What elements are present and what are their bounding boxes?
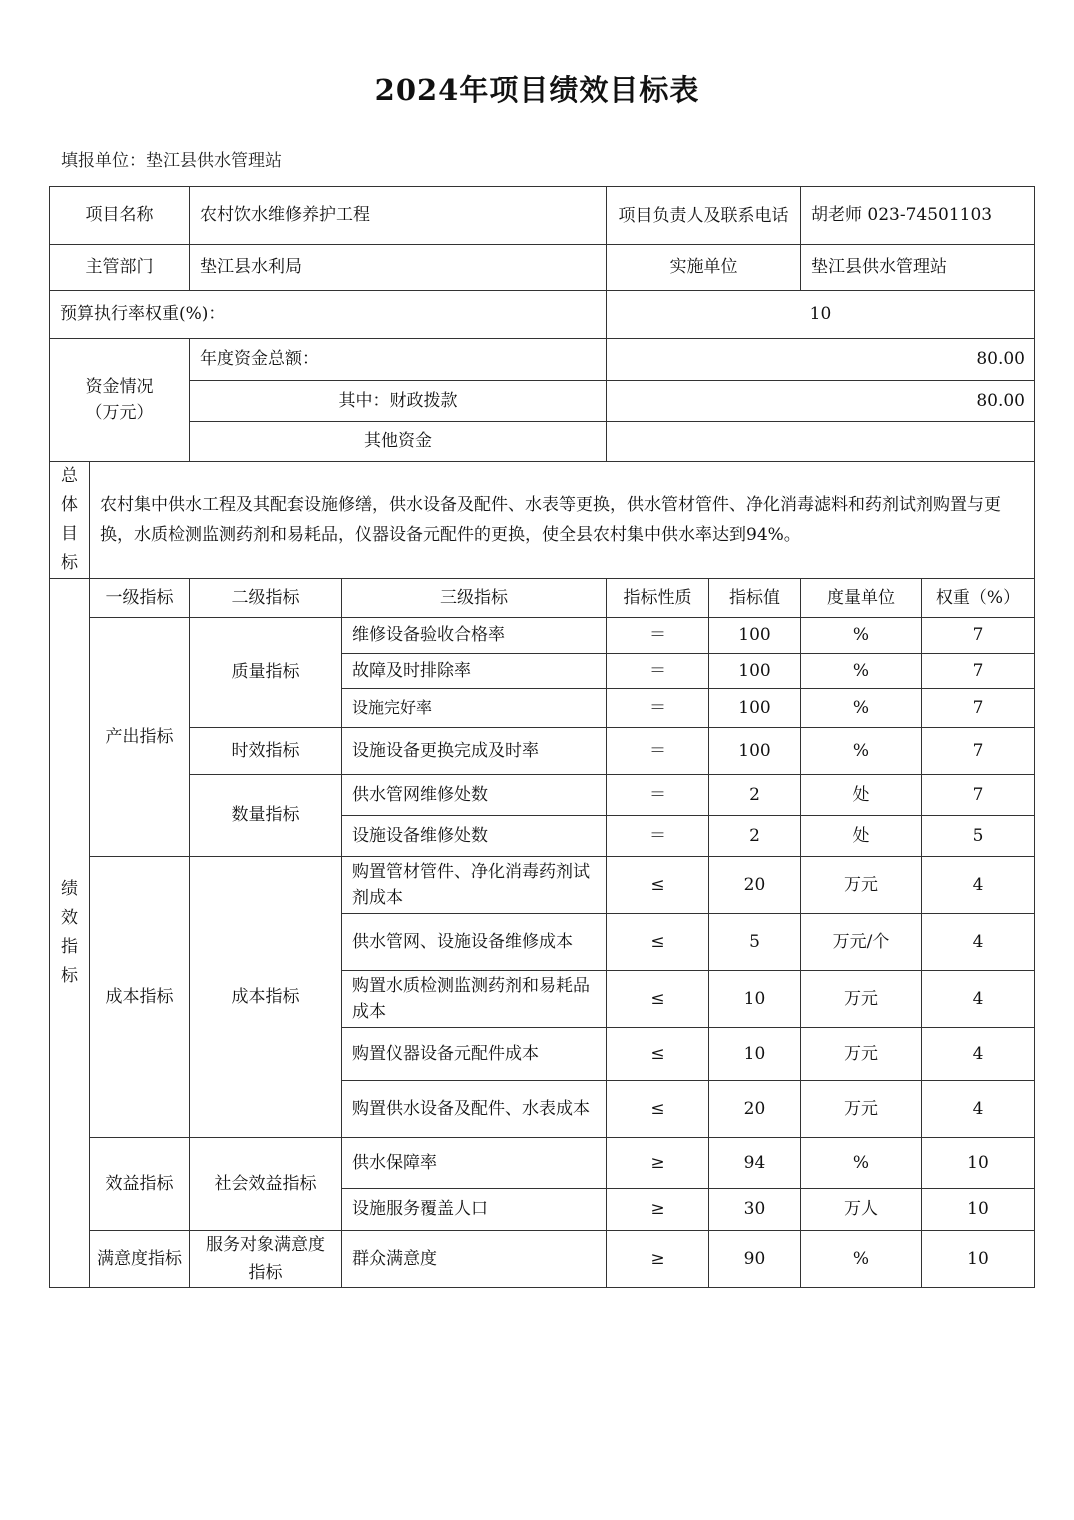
op: ≥ — [607, 1138, 709, 1189]
table-row — [50, 1231, 1035, 1288]
unit: 万元 — [801, 1081, 922, 1138]
project-name-label: 项目名称 — [50, 187, 190, 245]
header-l3: 三级指标 — [342, 579, 607, 618]
op: ≤ — [607, 914, 709, 971]
l2-quantity: 数量指标 — [190, 775, 342, 857]
header-value: 指标值 — [709, 579, 801, 618]
l3-name: 维修设备验收合格率 — [342, 618, 607, 654]
weight: 10 — [922, 1189, 1035, 1231]
op: ＝ — [607, 689, 709, 728]
impl: 垫江县供水管理站 — [801, 245, 1035, 291]
l2-cost: 成本指标 — [190, 857, 342, 1138]
weight: 4 — [922, 857, 1035, 914]
l3-name: 供水管网维修处数 — [342, 775, 607, 816]
value: 10 — [709, 971, 801, 1028]
weight: 7 — [922, 775, 1035, 816]
weight: 7 — [922, 654, 1035, 689]
value: 2 — [709, 816, 801, 857]
goal-label: 总 体 目 标 — [50, 462, 90, 579]
unit: % — [801, 618, 922, 654]
l3-name: 设施设备更换完成及时率 — [342, 728, 607, 775]
table-row — [50, 775, 1035, 816]
weight: 7 — [922, 618, 1035, 654]
op: ＝ — [607, 618, 709, 654]
weight: 4 — [922, 1028, 1035, 1081]
perf-header-row — [50, 579, 1035, 618]
perf-label: 绩 效 指 标 — [50, 579, 90, 1288]
value: 94 — [709, 1138, 801, 1189]
value: 20 — [709, 1081, 801, 1138]
op: ≤ — [607, 857, 709, 914]
unit: 万元/个 — [801, 914, 922, 971]
unit: % — [801, 1231, 922, 1288]
l3-name: 供水保障率 — [342, 1138, 607, 1189]
funds-other — [607, 422, 1035, 462]
weight: 10 — [922, 1231, 1035, 1288]
unit: 万人 — [801, 1189, 922, 1231]
value: 100 — [709, 689, 801, 728]
reporting-unit: 填报单位：垫江县供水管理站 — [61, 151, 282, 171]
contact-label: 项目负责人及联系电话 — [607, 187, 801, 245]
goal-text: 农村集中供水工程及其配套设施修缮，供水设备及配件、水表等更换，供水管材管件、净化消毒滤料和药剂试剂购置与更换，水质检测监测药剂和易耗品，仪器设备元配件的更换，使全县农村集中供水率达到94%。 — [90, 462, 1035, 579]
value: 100 — [709, 618, 801, 654]
header-op: 指标性质 — [607, 579, 709, 618]
dept: 垫江县水利局 — [190, 245, 607, 291]
l3-name: 供水管网、设施设备维修成本 — [342, 914, 607, 971]
value: 10 — [709, 1028, 801, 1081]
unit: % — [801, 728, 922, 775]
funds-total: 80.00 — [607, 339, 1035, 381]
info-row-project — [50, 187, 1035, 245]
info-row-dept — [50, 245, 1035, 291]
dept-label: 主管部门 — [50, 245, 190, 291]
l2-satisfaction: 服务对象满意度指标 — [190, 1231, 342, 1288]
l3-name: 设施设备维修处数 — [342, 816, 607, 857]
l3-name: 设施完好率 — [342, 689, 607, 728]
op: ≥ — [607, 1189, 709, 1231]
unit: 万元 — [801, 971, 922, 1028]
goal-row — [50, 462, 1035, 579]
project-name: 农村饮水维修养护工程 — [190, 187, 607, 245]
table-row — [50, 618, 1035, 654]
l3-name: 购置供水设备及配件、水表成本 — [342, 1081, 607, 1138]
l3-name: 购置仪器设备元配件成本 — [342, 1028, 607, 1081]
header-l1: 一级指标 — [90, 579, 190, 618]
l1-satisfaction: 满意度指标 — [90, 1231, 190, 1288]
l3-name: 故障及时排除率 — [342, 654, 607, 689]
l3-name: 设施服务覆盖人口 — [342, 1189, 607, 1231]
l3-name: 购置管材管件、净化消毒药剂试剂成本 — [342, 857, 607, 914]
header-l2: 二级指标 — [190, 579, 342, 618]
l2-social-benefit: 社会效益指标 — [190, 1138, 342, 1231]
weight: 7 — [922, 728, 1035, 775]
op: ≤ — [607, 971, 709, 1028]
value: 100 — [709, 728, 801, 775]
funds-label: 资金情况（万元） — [50, 339, 190, 462]
funds-total-label: 年度资金总额： — [190, 339, 607, 381]
funds-other-label: 其他资金 — [190, 422, 607, 462]
l3-name: 群众满意度 — [342, 1231, 607, 1288]
value: 90 — [709, 1231, 801, 1288]
contact: 胡老师 023-74501103 — [801, 187, 1035, 245]
op: ＝ — [607, 775, 709, 816]
info-row-budget — [50, 291, 1035, 339]
unit: 处 — [801, 775, 922, 816]
value: 5 — [709, 914, 801, 971]
weight: 10 — [922, 1138, 1035, 1189]
l2-timeliness: 时效指标 — [190, 728, 342, 775]
op: ＝ — [607, 728, 709, 775]
budget-weight: 10 — [607, 291, 1035, 339]
unit: 万元 — [801, 857, 922, 914]
funds-fiscal: 80.00 — [607, 381, 1035, 422]
unit: % — [801, 1138, 922, 1189]
table-row — [50, 1138, 1035, 1189]
weight: 4 — [922, 1081, 1035, 1138]
unit: 万元 — [801, 1028, 922, 1081]
op: ≤ — [607, 1081, 709, 1138]
weight: 7 — [922, 689, 1035, 728]
value: 30 — [709, 1189, 801, 1231]
funds-row-other — [50, 422, 1035, 462]
op: ＝ — [607, 816, 709, 857]
value: 100 — [709, 654, 801, 689]
weight: 4 — [922, 971, 1035, 1028]
table-row — [50, 857, 1035, 914]
weight: 5 — [922, 816, 1035, 857]
op: ＝ — [607, 654, 709, 689]
l3-name: 购置水质检测监测药剂和易耗品成本 — [342, 971, 607, 1028]
unit: % — [801, 654, 922, 689]
l1-benefit: 效益指标 — [90, 1138, 190, 1231]
page-title: 2024年项目绩效目标表 — [374, 73, 700, 107]
l2-quality: 质量指标 — [190, 618, 342, 728]
funds-row-fiscal — [50, 381, 1035, 422]
budget-weight-label: 预算执行率权重(%)： — [50, 291, 607, 339]
unit: 处 — [801, 816, 922, 857]
header-weight: 权重（%） — [922, 579, 1035, 618]
header-unit: 度量单位 — [801, 579, 922, 618]
funds-fiscal-label: 其中：财政拨款 — [190, 381, 607, 422]
funds-row-total — [50, 339, 1035, 381]
performance-table — [49, 186, 1035, 1288]
l1-cost: 成本指标 — [90, 857, 190, 1138]
value: 20 — [709, 857, 801, 914]
unit: % — [801, 689, 922, 728]
value: 2 — [709, 775, 801, 816]
op: ≤ — [607, 1028, 709, 1081]
op: ≥ — [607, 1231, 709, 1288]
table-row — [50, 728, 1035, 775]
impl-label: 实施单位 — [607, 245, 801, 291]
weight: 4 — [922, 914, 1035, 971]
l1-output: 产出指标 — [90, 618, 190, 857]
